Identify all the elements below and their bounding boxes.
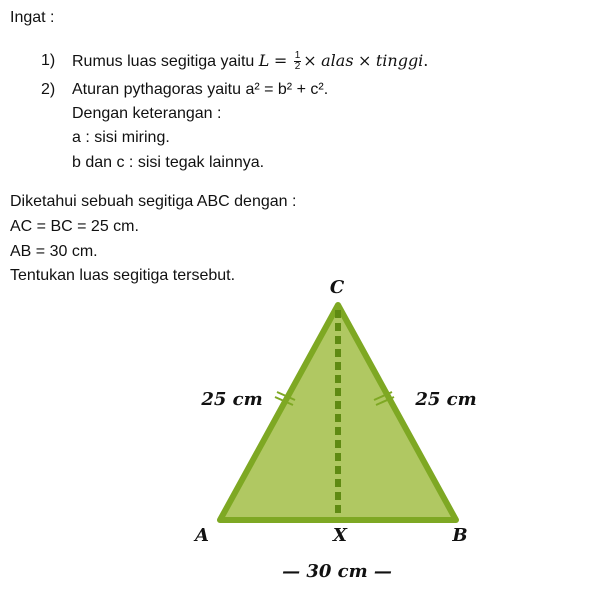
problem-line-3: AB = 30 cm. — [10, 243, 98, 260]
formula-times-2: × — [357, 51, 372, 70]
formula-term-alas: alas — [321, 51, 354, 70]
formula-end: . — [423, 51, 429, 70]
note-line-2: a : sisi miring. — [72, 129, 170, 146]
note-line-1: Dengan keterangan : — [72, 105, 222, 122]
formula-lhs: L — [258, 51, 270, 70]
foot-x-label: X — [333, 525, 347, 546]
rule-2-text: Aturan pythagoras yaitu a² = b² + c². — [72, 81, 329, 98]
problem-line-1: Diketahui sebuah segitiga ABC dengan : — [10, 193, 297, 210]
vertex-c-label: C — [329, 277, 345, 298]
base-ab-label: — 30 cm — — [282, 561, 392, 582]
side-ac-label: 25 cm — [201, 389, 263, 410]
rule-2-number: 2) — [41, 81, 56, 98]
problem-line-2: AC = BC = 25 cm. — [10, 218, 139, 235]
side-bc-label: 25 cm — [415, 389, 477, 410]
rule-1-text: Rumus luas segitiga yaitu — [72, 53, 259, 70]
fraction-denominator: 2 — [294, 61, 301, 73]
fraction-numerator: 1 — [294, 50, 301, 62]
rule-1-number: 1) — [41, 52, 56, 69]
formula-term-tinggi: tinggi — [375, 51, 424, 70]
problem-line-4: Tentukan luas segitiga tersebut. — [10, 267, 236, 284]
formula-equals: = — [273, 51, 288, 70]
formula-times-1: × — [303, 51, 317, 70]
vertex-a-label: A — [195, 525, 209, 546]
vertex-b-label: B — [452, 525, 468, 546]
note-line-3: b dan c : sisi tegak lainnya. — [72, 154, 265, 171]
heading: Ingat : — [10, 9, 55, 26]
